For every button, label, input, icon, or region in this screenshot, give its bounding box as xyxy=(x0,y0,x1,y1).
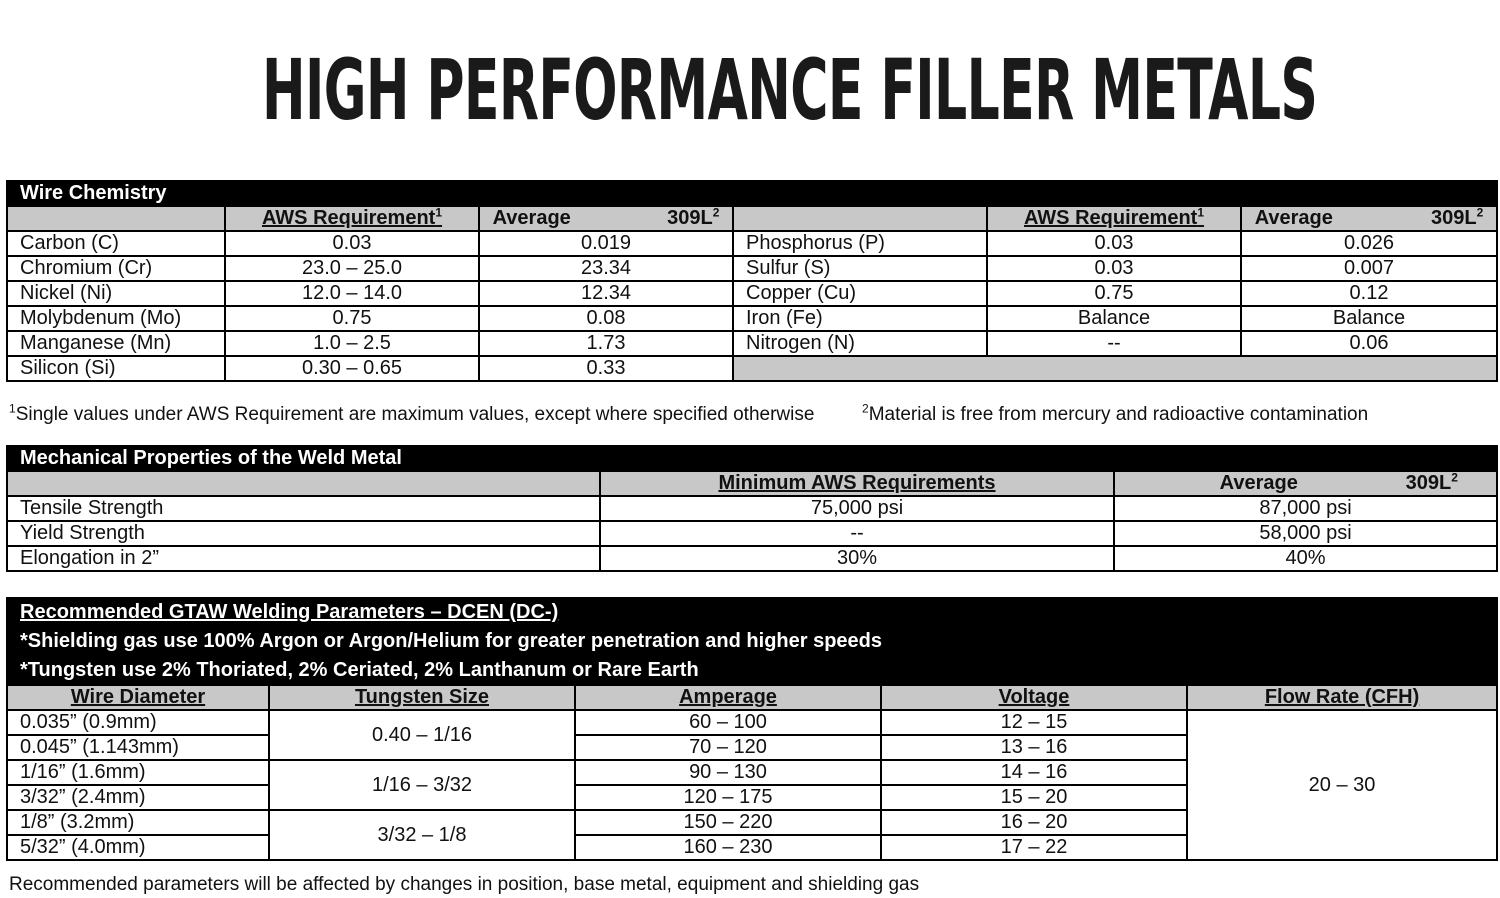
aws-value: 0.30 – 0.65 xyxy=(225,356,479,381)
amperage: 70 – 120 xyxy=(575,735,881,760)
mechanical-header-row xyxy=(7,471,1497,496)
amperage: 160 – 230 xyxy=(575,835,881,860)
aws-value: 0.75 xyxy=(987,281,1241,306)
header-aws-requirement: AWS Requirement$^1$ xyxy=(225,206,479,231)
amperage: 60 – 100 xyxy=(575,710,881,735)
element-name: Copper (Cu) xyxy=(733,281,987,306)
page-title: HIGH PERFORMANCE FILLER METALS xyxy=(262,41,1318,139)
voltage: 17 – 22 xyxy=(881,835,1187,860)
amperage: 120 – 175 xyxy=(575,785,881,810)
property-name: Tensile Strength xyxy=(7,496,600,521)
average-value: 87,000 psi xyxy=(1114,496,1497,521)
gtaw-heading: Recommended GTAW Welding Parameters – DCEN (DC-) xyxy=(7,598,1497,627)
voltage: 13 – 16 xyxy=(881,735,1187,760)
amperage: 150 – 220 xyxy=(575,810,881,835)
average-value: 40% xyxy=(1114,546,1497,571)
tungsten-size: 3/32 – 1/8 xyxy=(269,810,575,860)
footnote-1: $^1$Single values under AWS Requirement are maximum values, except where specified otherwise xyxy=(9,401,815,425)
aws-value: 0.03 xyxy=(987,231,1241,256)
element-name: Sulfur (S) xyxy=(733,256,987,281)
aws-value: 12.0 – 14.0 xyxy=(225,281,479,306)
voltage: 14 – 16 xyxy=(881,760,1187,785)
wire-diameter: 0.035” (0.9mm) xyxy=(7,710,269,735)
average-value: 0.12 xyxy=(1241,281,1497,306)
wire-chemistry-header-row xyxy=(7,206,1497,231)
minimum-value: 75,000 psi xyxy=(600,496,1114,521)
wire-chemistry-heading: Wire Chemistry xyxy=(7,181,1497,206)
wire-diameter: 5/32” (4.0mm) xyxy=(7,835,269,860)
element-name: Silicon (Si) xyxy=(7,356,225,381)
table-row xyxy=(7,256,1497,281)
element-name: Carbon (C) xyxy=(7,231,225,256)
header-blank xyxy=(733,206,987,231)
element-name: Phosphorus (P) xyxy=(733,231,987,256)
table-row xyxy=(7,546,1497,571)
table-row xyxy=(7,710,1497,735)
header-average-309l: Average $309L^2$ xyxy=(479,206,733,231)
voltage: 12 – 15 xyxy=(881,710,1187,735)
table-row xyxy=(7,231,1497,256)
table-row xyxy=(7,306,1497,331)
element-name: Nitrogen (N) xyxy=(733,331,987,356)
aws-value: -- xyxy=(987,331,1241,356)
average-value: 0.06 xyxy=(1241,331,1497,356)
mechanical-properties-heading: Mechanical Properties of the Weld Metal xyxy=(7,446,1497,471)
voltage: 15 – 20 xyxy=(881,785,1187,810)
gtaw-shielding-note: *Shielding gas use 100% Argon or Argon/Helium for greater penetration and higher speeds xyxy=(7,627,1497,656)
gtaw-parameters-table xyxy=(6,597,1498,861)
header-blank xyxy=(7,471,600,496)
empty-filler-cell xyxy=(733,356,1497,381)
average-value: 0.007 xyxy=(1241,256,1497,281)
header-flow-rate: Flow Rate (CFH) xyxy=(1187,685,1497,710)
property-name: Elongation in 2” xyxy=(7,546,600,571)
header-voltage: Voltage xyxy=(881,685,1187,710)
average-value: 0.08 xyxy=(479,306,733,331)
aws-value: 1.0 – 2.5 xyxy=(225,331,479,356)
wire-diameter: 1/16” (1.6mm) xyxy=(7,760,269,785)
element-name: Nickel (Ni) xyxy=(7,281,225,306)
gtaw-tungsten-note: *Tungsten use 2% Thoriated, 2% Ceriated, 2% Lanthanum or Rare Earth xyxy=(7,656,1497,685)
property-name: Yield Strength xyxy=(7,521,600,546)
header-average-309l: Average $309L^2$ xyxy=(1241,206,1497,231)
header-blank xyxy=(7,206,225,231)
voltage: 16 – 20 xyxy=(881,810,1187,835)
average-value: 12.34 xyxy=(479,281,733,306)
header-average-309l: Average $309L^2$ xyxy=(1114,471,1497,496)
gtaw-footer-note: Recommended parameters will be affected by changes in position, base metal, equipment and shielding gas xyxy=(9,874,920,895)
aws-value: 0.03 xyxy=(225,231,479,256)
table-row xyxy=(7,496,1497,521)
element-name: Iron (Fe) xyxy=(733,306,987,331)
element-name: Manganese (Mn) xyxy=(7,331,225,356)
average-value: 1.73 xyxy=(479,331,733,356)
minimum-value: -- xyxy=(600,521,1114,546)
average-value: 0.026 xyxy=(1241,231,1497,256)
aws-value: Balance xyxy=(987,306,1241,331)
header-wire-diameter: Wire Diameter xyxy=(7,685,269,710)
aws-value: 0.03 xyxy=(987,256,1241,281)
average-value: Balance xyxy=(1241,306,1497,331)
average-value: 0.019 xyxy=(479,231,733,256)
tungsten-size: 0.40 – 1/16 xyxy=(269,710,575,760)
wire-diameter: 0.045” (1.143mm) xyxy=(7,735,269,760)
table-row xyxy=(7,356,1497,381)
element-name: Molybdenum (Mo) xyxy=(7,306,225,331)
table-row xyxy=(7,521,1497,546)
amperage: 90 – 130 xyxy=(575,760,881,785)
table-row xyxy=(7,281,1497,306)
average-value: 58,000 psi xyxy=(1114,521,1497,546)
mechanical-properties-table xyxy=(6,445,1498,572)
header-minimum-aws: Minimum AWS Requirements xyxy=(600,471,1114,496)
wire-diameter: 1/8” (3.2mm) xyxy=(7,810,269,835)
wire-chemistry-table xyxy=(6,180,1498,382)
header-amperage: Amperage xyxy=(575,685,881,710)
average-value: 23.34 xyxy=(479,256,733,281)
minimum-value: 30% xyxy=(600,546,1114,571)
header-aws-requirement: AWS Requirement$^1$ xyxy=(987,206,1241,231)
aws-value: 0.75 xyxy=(225,306,479,331)
aws-value: 23.0 – 25.0 xyxy=(225,256,479,281)
footnote-2: $^2$Material is free from mercury and radioactive contamination xyxy=(862,401,1369,425)
tungsten-size: 1/16 – 3/32 xyxy=(269,760,575,810)
flow-rate: 20 – 30 xyxy=(1187,710,1497,860)
table-row xyxy=(7,331,1497,356)
wire-diameter: 3/32” (2.4mm) xyxy=(7,785,269,810)
gtaw-header-row xyxy=(7,685,1497,710)
header-tungsten-size: Tungsten Size xyxy=(269,685,575,710)
average-value: 0.33 xyxy=(479,356,733,381)
element-name: Chromium (Cr) xyxy=(7,256,225,281)
